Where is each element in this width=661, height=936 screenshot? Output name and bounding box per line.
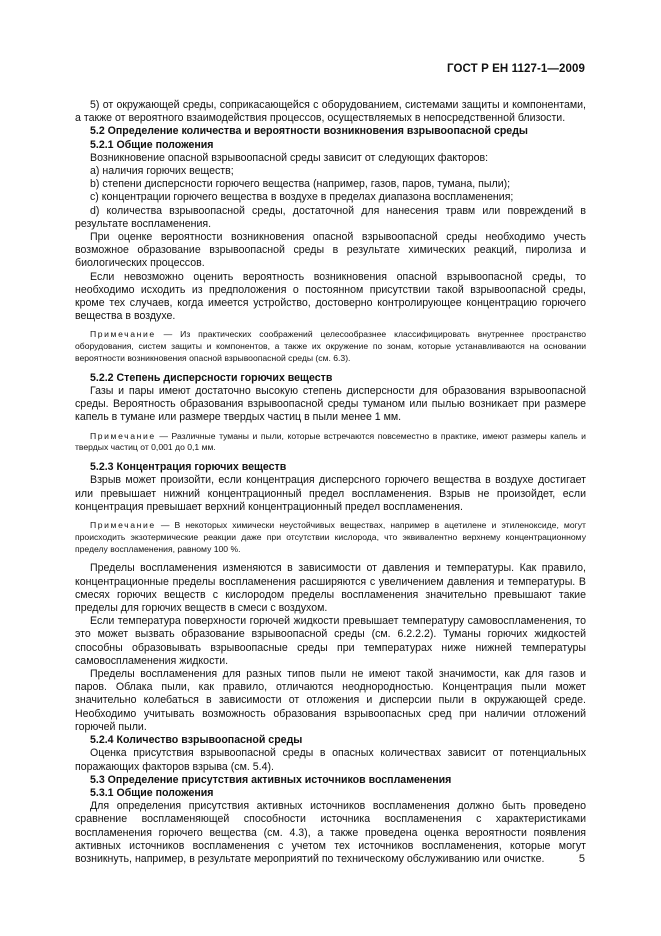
list-item: b) степени дисперсности горючего вещества (например, газов, паров, тумана, пыли); <box>90 178 511 191</box>
list-item: d) количества взрывоопасной среды, достаточной для нанесения травм или повреждений в результате воспламенения. <box>75 204 586 230</box>
paragraph: Пределы воспламенения изменяются в зависимости от давления и температуры. Как правило, концентрационные пределы воспламенения расширяются с увеличением давления и температуры. В смесях горючих веществ с кислородом пределы воспламенения значительно превышают такие пределы для горючих веществ в смеси с воздухом. <box>75 562 586 615</box>
section-heading-5-3-1: 5.3.1 Общие положения <box>90 786 214 799</box>
paragraph: 5) от окружающей среды, соприкасающейся с оборудованием, системами защиты и компонентами, а также от вероятного взаимодействия процессов, осуществляемых в непосредственной близости. <box>75 99 586 125</box>
note-text: — В некоторых химически неустойчивых веществах, например в ацетилене и этиленоксиде, могут происходить экзотермические реакции даже при отсутствии кислорода, что эквивалентно верхнему концентрационному пределу воспламенения, равному 100 %. <box>75 520 586 554</box>
section-heading-5-2: 5.2 Определение количества и вероятности возникновения взрывоопасной среды <box>90 125 528 138</box>
paragraph: Для определения присутствия активных источников воспламенения должно быть проведено сравнение воспламеняющей способности источника воспламенения с характеристиками воспламенения горючего вещества (см. 4.3), а также проведена оценка вероятности появления активных источников воспламенения с учетом тех источников воспламенения, которые могут возникнуть, например, в результате мероприятий по техническому обслуживанию или очистке. <box>75 800 586 865</box>
note-text: — Из практических соображений целесообразнее классифицировать внутреннее пространство оборудования, систем защиты и компонентов, а также их окружение по зонам, которые устанавливаются на основании вероятности возникновения опасной взрывоопасной среды (см. 6.3). <box>75 329 586 364</box>
note <box>75 520 586 555</box>
section-heading-5-2-3: 5.2.3 Концентрация горючих веществ <box>90 461 287 474</box>
note-label: Примечание <box>90 520 156 531</box>
list-item: a) наличия горючих веществ; <box>90 165 234 178</box>
note-label: Примечание <box>90 430 156 441</box>
note-text: — Различные туманы и пыли, которые встречаются повсеместно в практике, имеют размеры капель и твердых частиц от 0,001 до 0,1 мм. <box>75 430 586 453</box>
paragraph: Возникновение опасной взрывоопасной среды зависит от следующих факторов: <box>90 151 489 164</box>
paragraph: Пределы воспламенения для разных типов пыли не имеют такой значимости, как для газов и паров. Облака пыли, как правило, отличаются неоднородностью. Концентрация пыли может значительно колебаться в зависимости от отложения и дисперсии пыли в окружающей среде. Необходимо учитывать возможность образования взрывоопасных сред при наличии отложений горючей пыли. <box>75 668 586 733</box>
section-heading-5-2-2: 5.2.2 Степень дисперсности горючих веществ <box>90 371 333 384</box>
document-code: ГОСТ Р ЕН 1127-1—2009 <box>447 63 585 75</box>
note <box>75 431 586 455</box>
section-heading-5-2-4: 5.2.4 Количество взрывоопасной среды <box>90 734 303 747</box>
paragraph: Если температура поверхности горючей жидкости превышает температуру самовоспламенения, то это может вызвать образование взрывоопасной среды (см. 6.2.2.2). Туманы горючих жидкостей способны образовывать взрывоопасные среды при температурах ниже нижней температуры самовоспламенения жидкости. <box>75 615 586 667</box>
paragraph: Газы и пары имеют достаточно высокую степень дисперсности для образования взрывоопасной среды. Вероятность образования взрывоопасной среды туманом или пылью возникает при размере капель в тумане или размере твердых частиц в пыли менее 1 мм. <box>75 385 586 424</box>
page-body <box>75 99 586 866</box>
note-label: Примечание <box>90 329 156 340</box>
section-heading-5-3: 5.3 Определение присутствия активных источников воспламенения <box>90 773 452 786</box>
note <box>75 329 586 364</box>
page-number: 5 <box>578 853 585 865</box>
paragraph: Взрыв может произойти, если концентрация дисперсного горючего вещества в воздухе достигает или превышает нижний концентрационный предел воспламенения. Взрыв не произойдет, если концентрация превышает верхний концентрационный предел воспламенения. <box>75 474 586 513</box>
paragraph: Оценка присутствия взрывоопасной среды в опасных количествах зависит от потенциальных поражающих факторов взрыва (см. 5.4). <box>75 747 586 773</box>
paragraph: Если невозможно оценить вероятность возникновения опасной взрывоопасной среды, то необходимо исходить из предположения о постоянном присутствии такой взрывоопасной среды, кроме тех случаев, когда имеется устройство, достоверно контролирующее концентрацию горючего вещества в воздухе. <box>75 270 586 323</box>
list-item: c) концентрации горючего вещества в воздухе в пределах диапазона воспламенения; <box>90 191 514 204</box>
section-heading-5-2-1: 5.2.1 Общие положения <box>90 138 214 151</box>
paragraph: При оценке вероятности возникновения опасной взрывоопасной среды необходимо учесть возможное образование взрывоопасной среды в результате химических реакций, пиролиза и биологических процессов. <box>75 231 586 270</box>
